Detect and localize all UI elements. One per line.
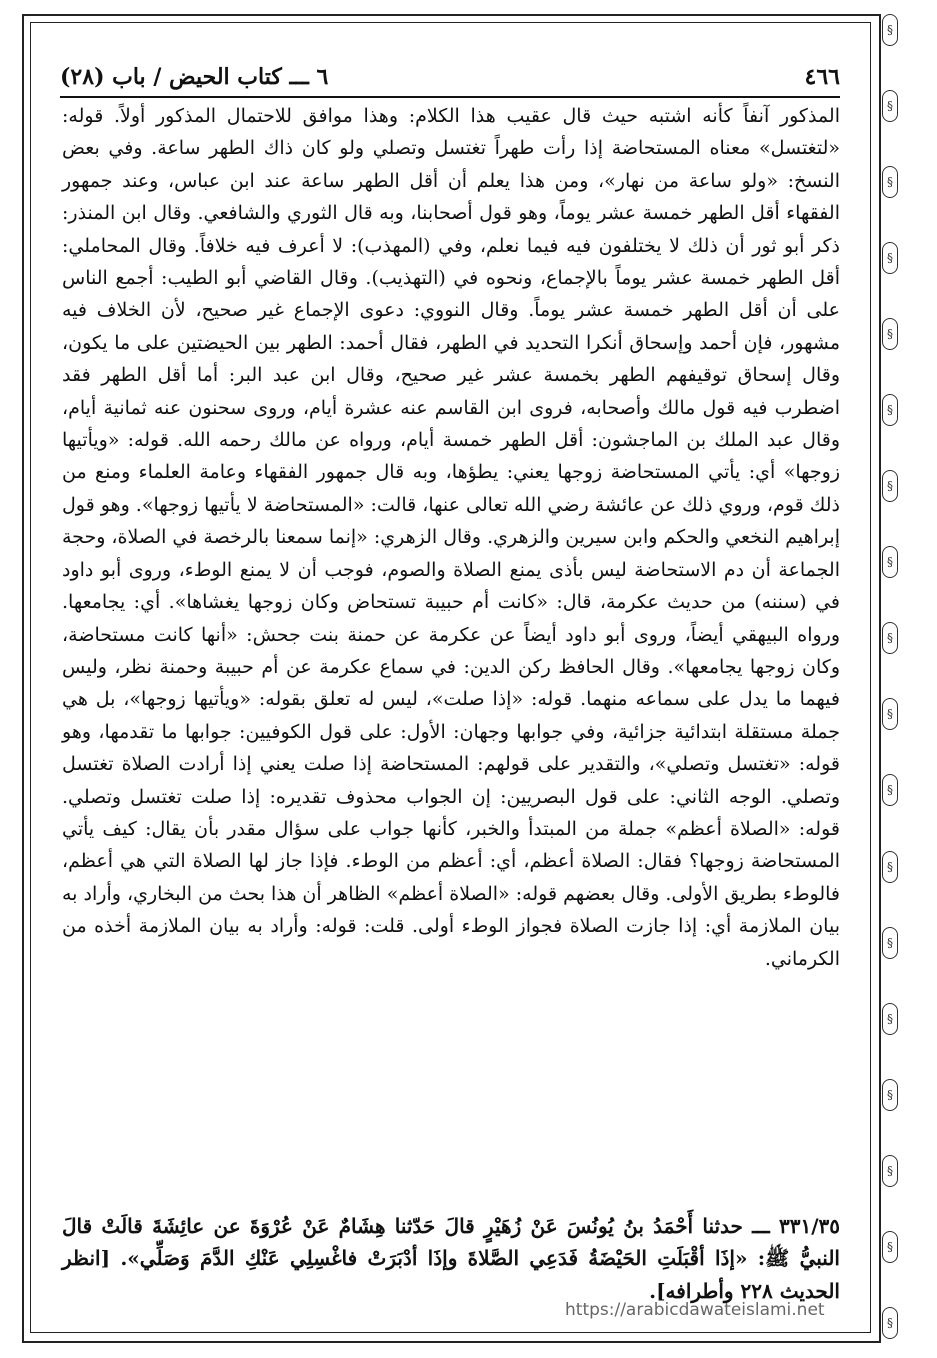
ornament-mark: § [882, 166, 898, 198]
ornament-mark: § [882, 1307, 898, 1339]
ornament-mark: § [882, 90, 898, 122]
ornament-mark: § [882, 546, 898, 578]
ornament-mark: § [882, 1079, 898, 1111]
watermark-url: https://arabicdawateislami.net [565, 1300, 825, 1320]
ornament-mark: § [882, 1155, 898, 1187]
commentary-text [62, 100, 840, 975]
margin-ornament [860, 14, 920, 1339]
ornament-mark: § [882, 622, 898, 654]
running-title: ٦ ـــ كتاب الحيض / باب (٢٨) [60, 64, 329, 90]
hadith-paragraph: ٣٣١/٣٥ ـــ حدثنا أَحْمَدُ بنُ يُونُسَ عَنْ زُهَيْرٍ قالَ حَدّثنا هِشَامٌ عَنْ عُرْوَةَ عن عائِشَةَ قالَتْ قالَ النبيُّ ﷺ: «إذَا أقْبَلَتِ الحَيْضَةُ فَدَعِي الصَّلاةَ وإذَا أدْبَرَتْ فاغْسِلِي عَنْكِ الدَّمَ وَصَلِّي». [انظر الحديث ٢٢٨ وأطرافه]. [62, 1214, 840, 1303]
header-rule [60, 96, 840, 98]
page-header [60, 62, 840, 92]
ornament-mark: § [882, 774, 898, 806]
ornament-mark: § [882, 394, 898, 426]
commentary-paragraph: المذكور آنفاً كأنه اشتبه حيث قال عقيب هذا الكلام: وهذا موافق للاحتمال المذكور أولاً. قوله: «لتغتسل» معناه المستحاضة إذا رأت طهراً تغتسل وتصلي ولو كان ذاك الطهر ساعة. وفي بعض النسخ: «ولو ساعة من نهار»، ومن هذا يعلم أن أقل الطهر ساعة عند ابن عباس، وعند جمهور الفقهاء أقل الطهر خمسة عشر يوماً، وهو قول أصحابنا، وبه قال الثوري والشافعي. وقال ابن المنذر: ذكر أبو ثور أن ذلك لا يختلفون فيه فيما نعلم، وفي (المهذب): لا أعرف فيه خلافاً. وقال المحاملي: أقل الطهر خمسة عشر يوماً بالإجماع، ونحوه في (التهذيب). وقال القاضي أبو الطيب: أجمع الناس على أن أقل الطهر خمسة عشر يوماً. وقال النووي: دعوى الإجماع غير صحيح، لأن الخلاف فيه مشهور، فإن أحمد وإسحاق أنكرا التحديد في الطهر، فقال أحمد: الطهر بين الحيضتين على ما يكون، وقال إسحاق توقيفهم الطهر بخمسة عشر غير صحيح، وقال ابن عبد البر: أما أقل الطهر فقد اضطرب فيه قول مالك وأصحابه، فروى ابن القاسم عنه عشرة أيام، وروى سحنون عنه ثمانية أيام، وقال عبد الملك بن الماجشون: أقل الطهر خمسة أيام، ورواه عن مالك رحمه الله. قوله: «ويأتيها زوجها» أي: يأتي المستحاضة زوجها يعني: يطؤها، وبه قال جمهور الفقهاء وعامة العلماء ومنع من ذلك قوم، وروي ذلك عن عائشة رضي الله تعالى عنها، قالت: «المستحاضة لا يأتيها زوجها». وهو قول إبراهيم النخعي والحكم وابن سيرين والزهري. وقال الزهري: «إنما سمعنا بالرخصة في الصلاة، وحجة الجماعة أن دم الاستحاضة ليس بأذى يمنع الصلاة والصوم، فوجب أن لا يمنع الوطء، وروى أبو داود في (سننه) من حديث عكرمة، قال: «كانت أم حبيبة تستحاض وكان زوجها يغشاها». أي: يجامعها. ورواه البيهقي أيضاً، وروى أبو داود أيضاً عن عكرمة عن حمنة بنت جحش: «أنها كانت مستحاضة، وكان زوجها يجامعها». وقال الحافظ ركن الدين: في سماع عكرمة عن أم حبيبة وحمنة نظر، وليس فيهما ما يدل على سماعه منهما. قوله: «إذا صلت»، ليس له تعلق بقوله: «ويأتيها زوجها»، بل هي جملة مستقلة ابتدائية جزائية، وفي جوابها وجهان: الأول: على قول الكوفيين: جوابها ما تقدمها، وهو قوله: «تغتسل وتصلي»، والتقدير على قولهم: المستحاضة إذا صلت يعني إذا أرادت الصلاة تغتسل وتصلي. الوجه الثاني: على قول البصريين: إن الجواب محذوف تقديره: إذا صلت تغتسل وتصلي. قوله: «الصلاة أعظم» جملة من المبتدأ والخبر، كأنها جواب على سؤال مقدر بأن يقال: كيف يأتي المستحاضة زوجها؟ فقال: الصلاة أعظم، أي: أعظم من الوطء. فإذا جاز لها الصلاة التي هي أعظم، فالوطء بطريق الأولى. وقال بعضهم قوله: «الصلاة أعظم» الظاهر أن هذا بحث من البخاري، وأراد به بيان الملازمة أي: إذا جازت الصلاة فجواز الوطء أولى. قلت: قوله: وأراد به بيان الملازمة أخذه من الكرماني. [62, 105, 840, 970]
ornament-mark: § [882, 470, 898, 502]
ornament-mark: § [882, 698, 898, 730]
ornament-mark: § [882, 14, 898, 46]
ornament-mark: § [882, 1003, 898, 1035]
ornament-mark: § [882, 851, 898, 883]
ornament-mark: § [882, 927, 898, 959]
page-number: ٤٦٦ [804, 64, 840, 90]
ornament-mark: § [882, 318, 898, 350]
ornament-mark: § [882, 1231, 898, 1263]
ornament-mark: § [882, 242, 898, 274]
